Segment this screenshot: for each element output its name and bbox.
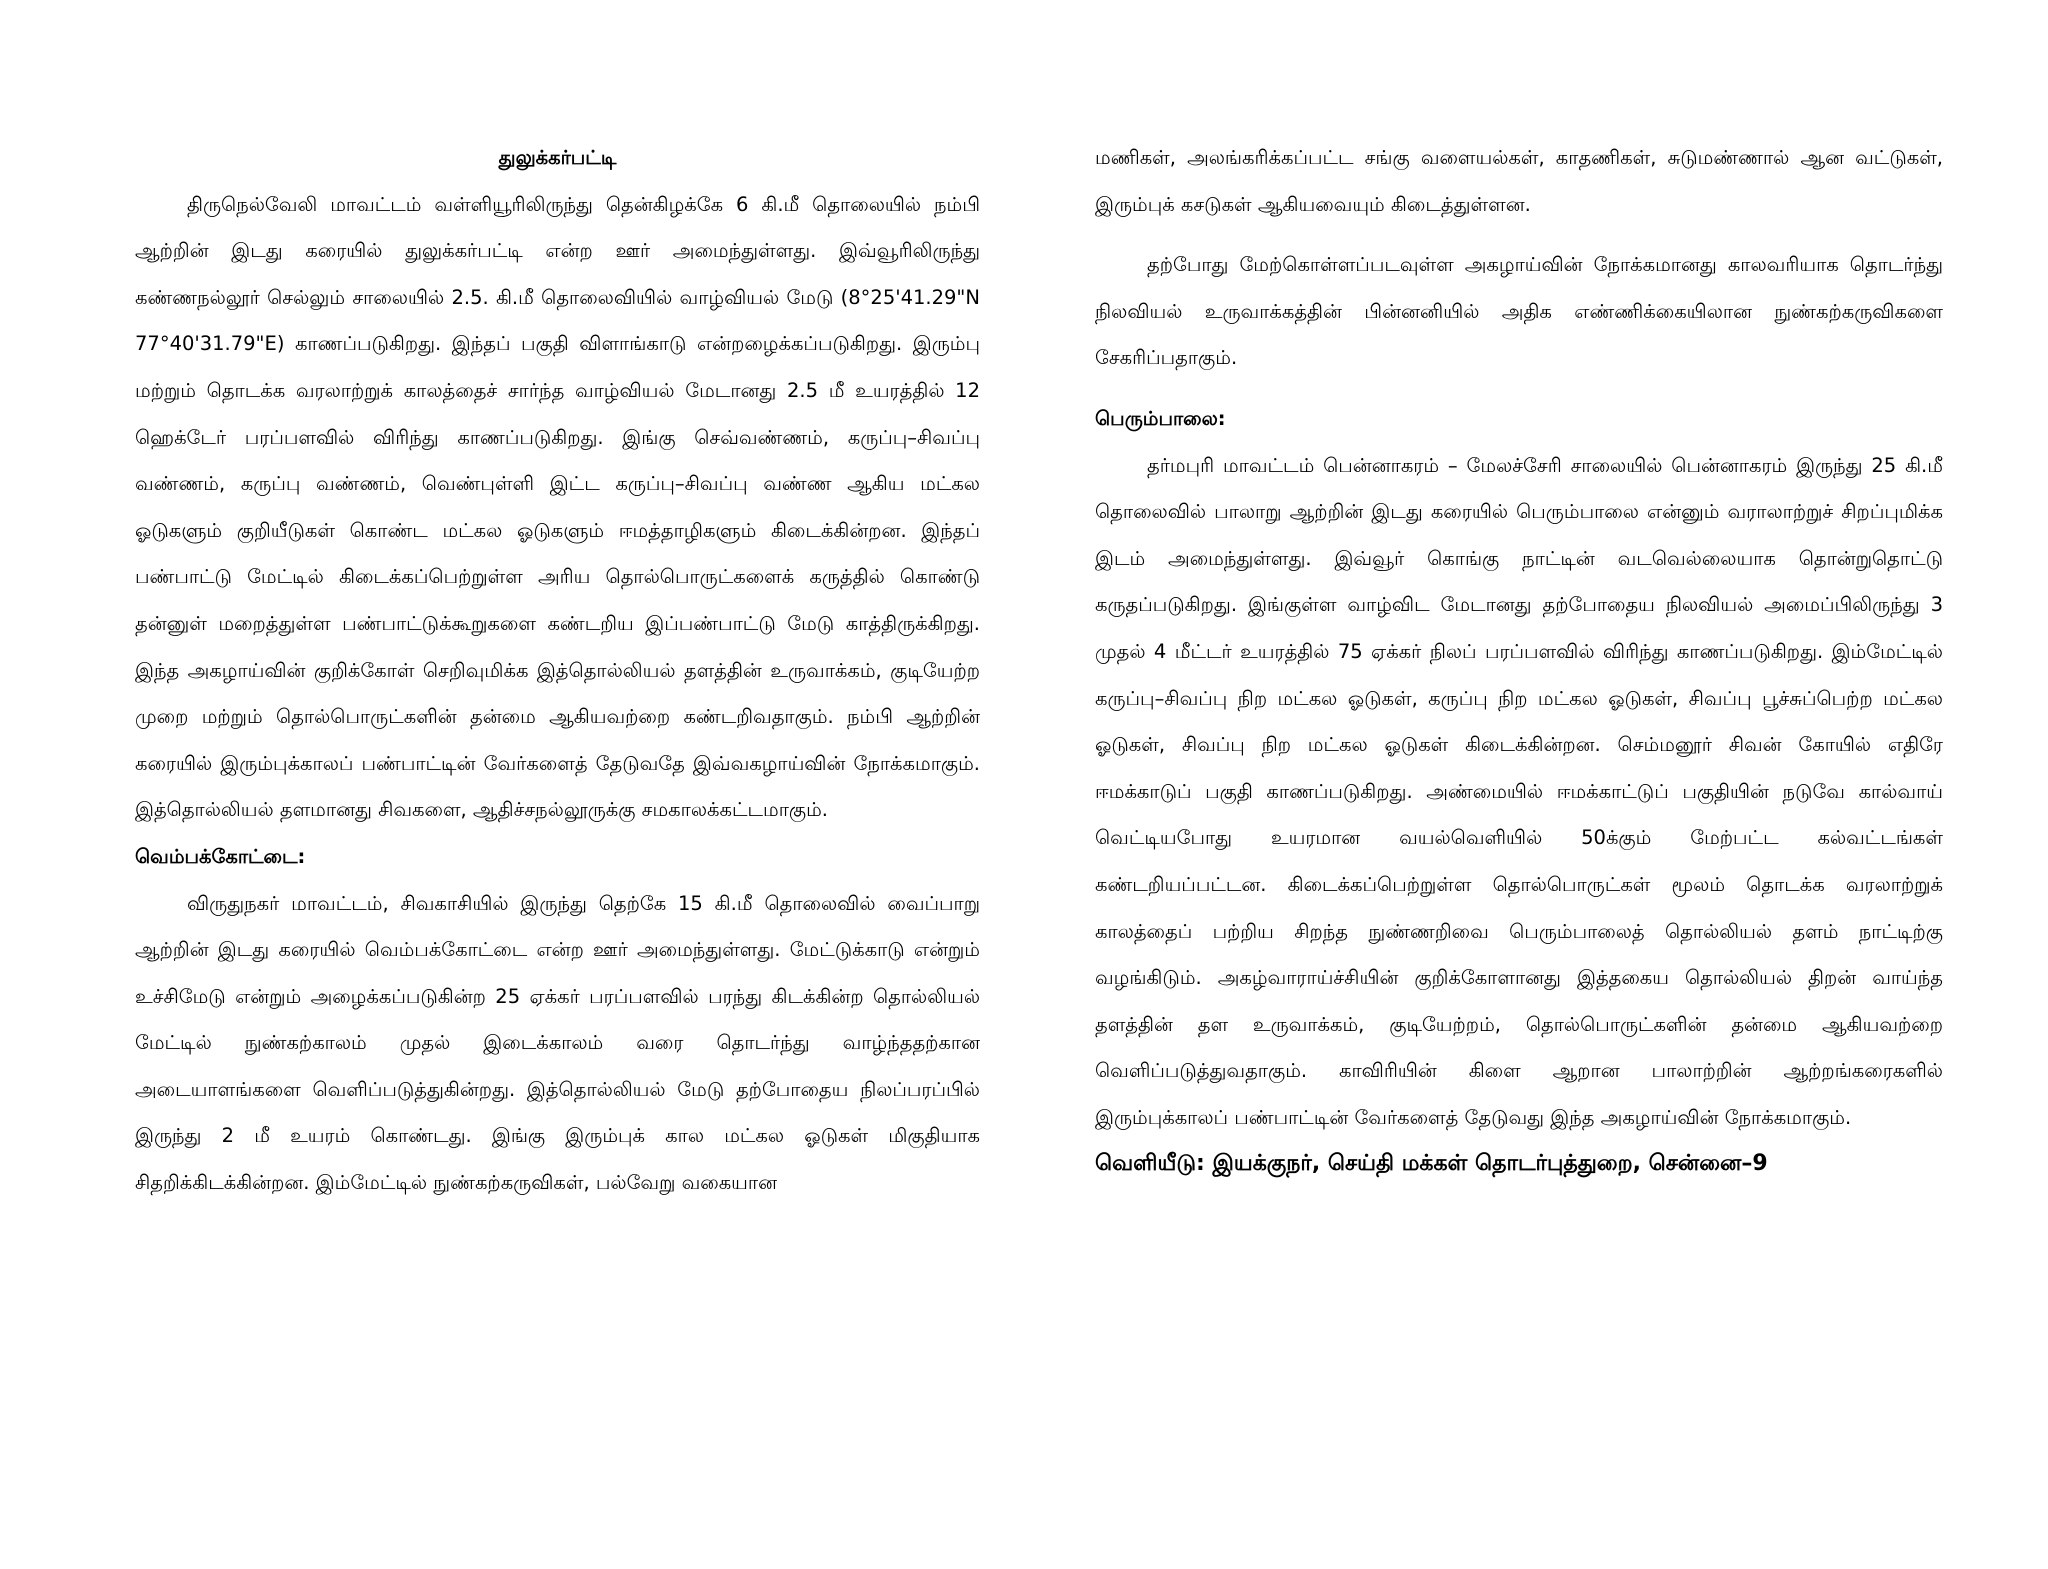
paragraph-thulukkarpatti: திருநெல்வேலி மாவட்டம் வள்ளியூரிலிருந்து தென்கிழக்கே 6 கி.மீ தொலையில் நம்பி ஆற்றின் இடது கரையில் துலுக்கர்பட்டி என்ற ஊர் அமைந்துள்ளது. இவ்வூரிலிருந்து கண்ணநல்லூர் செல்லும் சாலையில் 2.5. கி.மீ தொலைவியில் வாழ்வியல் மேடு (8°25'41.29"N 77°40'31.79"E) காணப்படுகிறது. இந்தப் பகுதி விளாங்காடு என்றழைக்கப்படுகிறது. இரும்பு மற்றும் தொடக்க வரலாற்றுக் காலத்தைச் சார்ந்த வாழ்வியல் மேடானது 2.5 மீ உயரத்தில் 12 ஹெக்டேர் பரப்பளவில் விரிந்து காணப்படுகிறது. இங்கு செவ்வண்ணம், கருப்பு–சிவப்பு வண்ணம், கருப்பு வண்ணம், வெண்புள்ளி இட்ட கருப்பு–சிவப்பு வண்ண ஆகிய மட்கல ஓடுகளும் குறியீடுகள் கொண்ட மட்கல ஓடுகளும் ஈமத்தாழிகளும் கிடைக்கின்றன. இந்தப் பண்பாட்டு மேட்டில் கிடைக்கப்பெற்றுள்ள அரிய தொல்பொருட்களைக் கருத்தில் கொண்டு தன்னுள் மறைத்துள்ள பண்பாட்டுக்கூறுகளை கண்டறிய இப்பண்பாட்டு மேடு காத்திருக்கிறது. இந்த அகழாய்வின் குறிக்கோள் செறிவுமிக்க இத்தொல்லியல் தளத்தின் உருவாக்கம், குடியேற்ற முறை மற்றும் தொல்பொருட்களின் தன்மை ஆகியவற்றை கண்டறிவதாகும். நம்பி ஆற்றின் கரையில் இரும்புக்காலப் பண்பாட்டின் வேர்களைத் தேடுவதே இவ்வகழாய்வின் நோக்கமாகும். இத்தொல்லியல் தளமானது சிவகளை, ஆதிச்சநல்லூருக்கு சமகாலக்கட்டமாகும். [135,192,980,822]
paragraph-vembakottai: விருதுநகர் மாவட்டம், சிவகாசியில் இருந்து தெற்கே 15 கி.மீ தொலைவில் வைப்பாறு ஆற்றின் இடது கரையில் வெம்பக்கோட்டை என்ற ஊர் அமைந்துள்ளது. மேட்டுக்காடு என்றும் உச்சிமேடு என்றும் அழைக்கப்படுகின்ற 25 ஏக்கர் பரப்பளவில் பரந்து கிடக்கின்ற தொல்லியல் மேட்டில் நுண்கற்காலம் முதல் இடைக்காலம் வரை தொடர்ந்து வாழ்ந்ததற்கான அடையாளங்களை வெளிப்படுத்துகின்றது. இத்தொல்லியல் மேடு தற்போதைய நிலப்பரப்பில் இருந்து 2 மீ உயரம் கொண்டது. இங்கு இரும்புக் கால மட்கல ஓடுகள் மிகுதியாக சிதறிக்கிடக்கின்றன. இம்மேட்டில் நுண்கற்கருவிகள், பல்வேறு வகையான [135,891,980,1195]
paragraph-perumbalai: தர்மபுரி மாவட்டம் பென்னாகரம் – மேலச்சேரி சாலையில் பென்னாகரம் இருந்து 25 கி.மீ தொலைவில் பாலாறு ஆற்றின் இடது கரையில் பெரும்பாலை என்னும் வராலாற்றுச் சிறப்புமிக்க இடம் அமைந்துள்ளது. இவ்வூர் கொங்கு நாட்டின் வடவெல்லையாக தொன்றுதொட்டு கருதப்படுகிறது. இங்குள்ள வாழ்விட மேடானது தற்போதைய நிலவியல் அமைப்பிலிருந்து 3 முதல் 4 மீட்டர் உயரத்தில் 75 ஏக்கர் நிலப் பரப்பளவில் விரிந்து காணப்படுகிறது. இம்மேட்டில் கருப்பு–சிவப்பு நிற மட்கல ஓடுகள், கருப்பு நிற மட்கல ஓடுகள், சிவப்பு பூச்சுப்பெற்ற மட்கல ஓடுகள், சிவப்பு நிற மட்கல ஓடுகள் கிடைக்கின்றன. செம்மனூர் சிவன் கோயில் எதிரே ஈமக்காடுப் பகுதி காணப்படுகிறது. அண்மையில் ஈமக்காட்டுப் பகுதியின் நடுவே கால்வாய் வெட்டியபோது உயரமான வயல்வெளியில் 50க்கும் மேற்பட்ட கல்வட்டங்கள் கண்டறியப்பட்டன. கிடைக்கப்பெற்றுள்ள தொல்பொருட்கள் மூலம் தொடக்க வரலாற்றுக் காலத்தைப் பற்றிய சிறந்த நுண்ணறிவை பெரும்பாலைத் தொல்லியல் தளம் நாட்டிற்கு வழங்கிடும். அகழ்வாராய்ச்சியின் குறிக்கோளானது இத்தகைய தொல்லியல் திறன் வாய்ந்த தளத்தின் தள உருவாக்கம், குடியேற்றம், தொல்பொருட்களின் தன்மை ஆகியவற்றை வெளிப்படுத்துவதாகும். காவிரியின் கிளை ஆறான பாலாற்றின் ஆற்றங்கரைகளில் இரும்புக்காலப் பண்பாட்டின் வேர்களைத் தேடுவது இந்த அகழாய்வின் நோக்கமாகும். [1095,453,1943,1129]
paragraph-vembakottai-objective: தற்போது மேற்கொள்ளப்படவுள்ள அகழாய்வின் நோக்கமானது காலவரியாக தொடர்ந்து நிலவியல் உருவாக்கத்தின் பின்னனியில் அதிக எண்ணிக்கையிலான நுண்கற்கருவிகளை சேகரிப்பதாகும். [1095,253,1943,370]
publisher-footer: வெளியீடு: இயக்குநர், செய்தி மக்கள் தொடர்புத்துறை, சென்னை–9 [1095,1151,1768,1177]
paragraph-vembakottai-continued: மணிகள், அலங்கரிக்கப்பட்ட சங்கு வளையல்கள், காதணிகள், சுடுமண்ணால் ஆன வட்டுகள், இரும்புக் கசடுகள் ஆகியவையும் கிடைத்துள்ளன. [1095,146,1943,216]
section-heading-perumbalai: பெரும்பாலை: [1095,406,1226,430]
section-heading-vembakottai: வெம்பக்கோட்டை: [135,844,306,868]
left-column [135,135,980,1207]
section-title-thulukkarpatti: துலுக்கர்பட்டி [498,146,617,169]
right-column [1095,135,1943,1188]
